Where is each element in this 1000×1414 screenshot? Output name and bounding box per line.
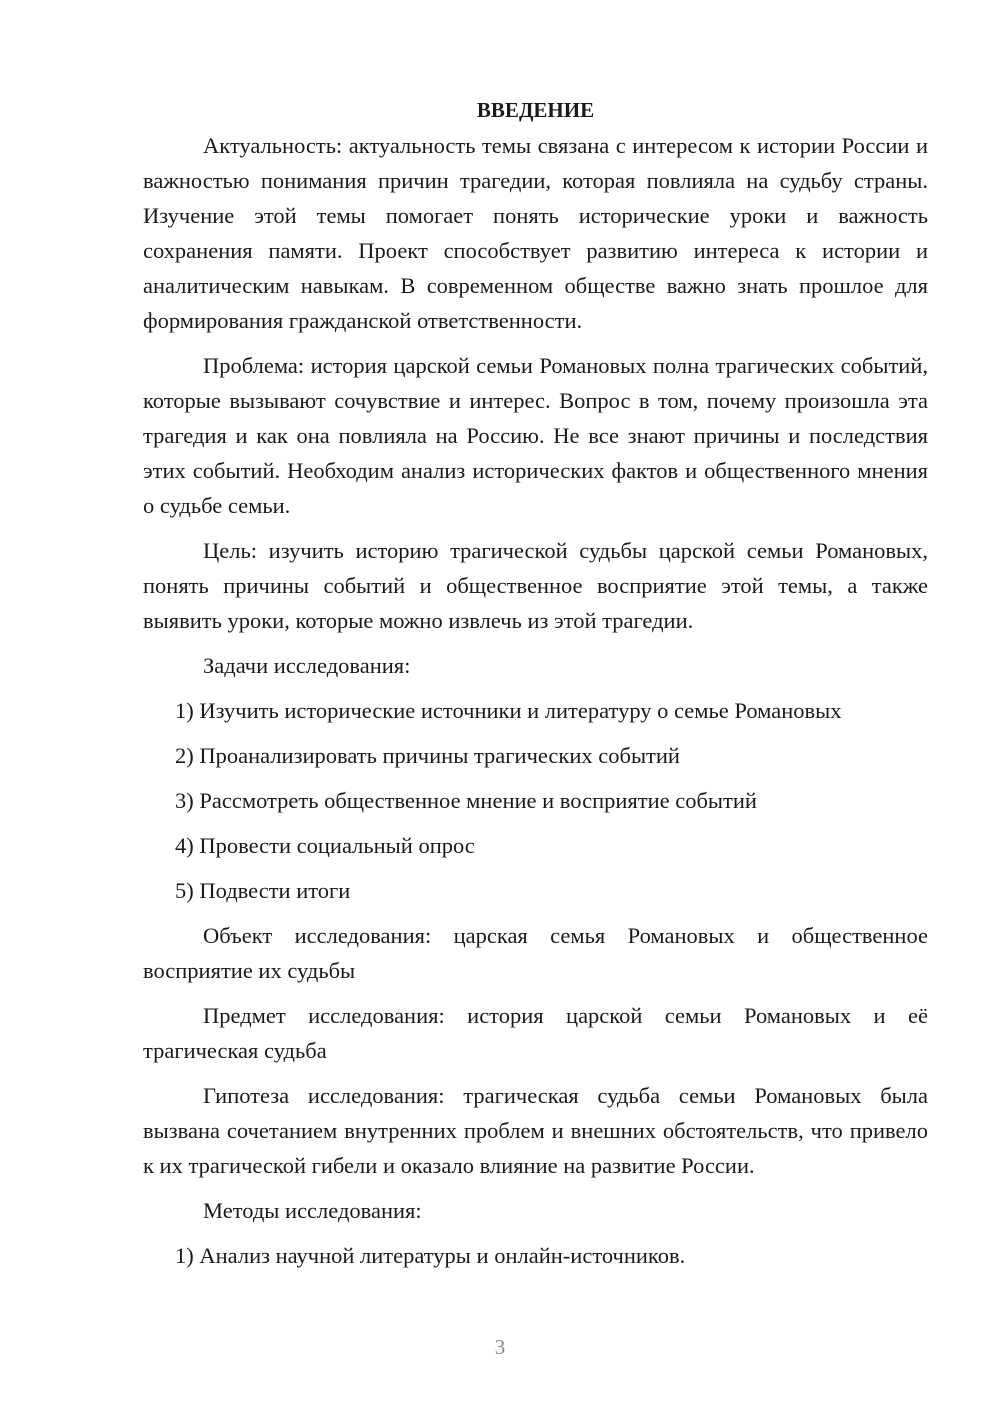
subject-paragraph: Предмет исследования: история царской семьи Романовых и её трагическая судьба xyxy=(143,1003,928,1063)
list-item: 2) Проанализировать причины трагических событий xyxy=(175,743,680,768)
hypothesis-paragraph: Гипотеза исследования: трагическая судьба семьи Романовых была вызвана сочетанием внутренних проблем и внешних обстоятельств, что привело к их трагической гибели и оказало влияние на развитие России. xyxy=(143,1083,928,1178)
tasks-list xyxy=(143,693,928,908)
list-item: 3) Рассмотреть общественное мнение и восприятие событий xyxy=(175,788,757,813)
page-number: 3 xyxy=(494,1335,506,1359)
relevance-paragraph: Актуальность: актуальность темы связана с интересом к истории России и важностью понимания причин трагедии, которая повлияла на судьбу страны. Изучение этой темы помогает понять исторические уроки и важность сохранения памяти. Проект способствует развитию интереса к истории и аналитическим навыкам. В современном обществе важно знать прошлое для формирования гражданской ответственности. xyxy=(143,133,928,333)
tasks-title: Задачи исследования: xyxy=(203,653,411,678)
list-item: 5) Подвести итоги xyxy=(175,878,351,903)
list-item: 4) Провести социальный опрос xyxy=(175,833,475,858)
object-paragraph: Объект исследования: царская семья Романовых и общественное восприятие их судьбы xyxy=(143,923,928,983)
goal-paragraph: Цель: изучить историю трагической судьбы царской семьи Романовых, понять причины событий и общественное восприятие этой темы, а также выявить уроки, которые можно извлечь из этой трагедии. xyxy=(143,538,928,633)
list-item: 1) Анализ научной литературы и онлайн-источников. xyxy=(175,1243,686,1268)
methods-title: Методы исследования: xyxy=(203,1198,422,1223)
problem-paragraph: Проблема: история царской семьи Романовых полна трагических событий, которые вызывают сочувствие и интерес. Вопрос в том, почему произошла эта трагедия и как она повлияла на Россию. Не все знают причины и последствия этих событий. Необходим анализ исторических фактов и общественного мнения о судьбе семьи. xyxy=(143,353,928,518)
section-heading: ВВЕДЕНИЕ xyxy=(476,98,595,122)
list-item: 1) Изучить исторические источники и литературу о семье Романовых xyxy=(175,698,842,723)
methods-list xyxy=(143,1238,928,1273)
document-body xyxy=(143,92,928,1273)
